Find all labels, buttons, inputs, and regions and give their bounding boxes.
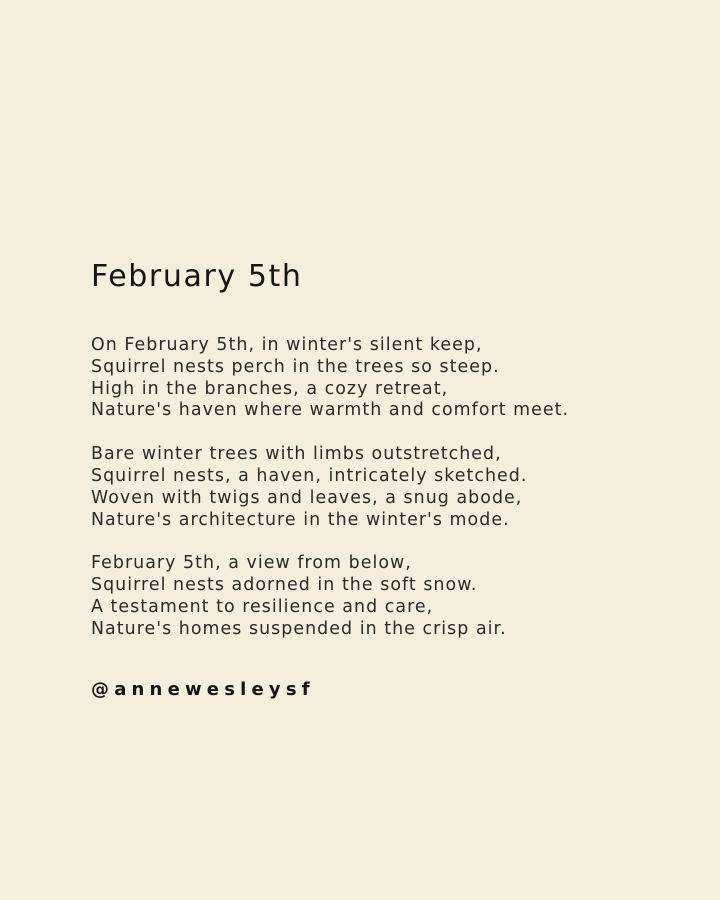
poem-body xyxy=(91,335,691,663)
poem-line: High in the branches, a cozy retreat, xyxy=(91,378,449,399)
poem-line: February 5th, a view from below, xyxy=(91,553,412,574)
stanza-1 xyxy=(91,335,691,422)
poem-line: Nature's architecture in the winter's mode. xyxy=(91,509,510,530)
poem-line: On February 5th, in winter's silent keep, xyxy=(91,335,483,355)
poem-line: Squirrel nests, a haven, intricately sketched. xyxy=(91,465,528,486)
poem-line: A testament to resilience and care, xyxy=(91,596,434,617)
poem-line: Squirrel nests perch in the trees so steep. xyxy=(91,356,500,377)
author-handle: @annewesleysf xyxy=(91,679,315,700)
poem-line: Nature's homes suspended in the crisp air. xyxy=(91,618,507,639)
stanza-3 xyxy=(91,553,691,640)
poem-line: Squirrel nests adorned in the soft snow. xyxy=(91,575,478,596)
poem-line: Woven with twigs and leaves, a snug abode, xyxy=(91,487,523,508)
poem-title: February 5th xyxy=(91,259,303,294)
stanza-2 xyxy=(91,444,691,531)
poem-line: Nature's haven where warmth and comfort meet. xyxy=(91,400,570,421)
poem-line: Bare winter trees with limbs outstretched, xyxy=(91,444,502,465)
